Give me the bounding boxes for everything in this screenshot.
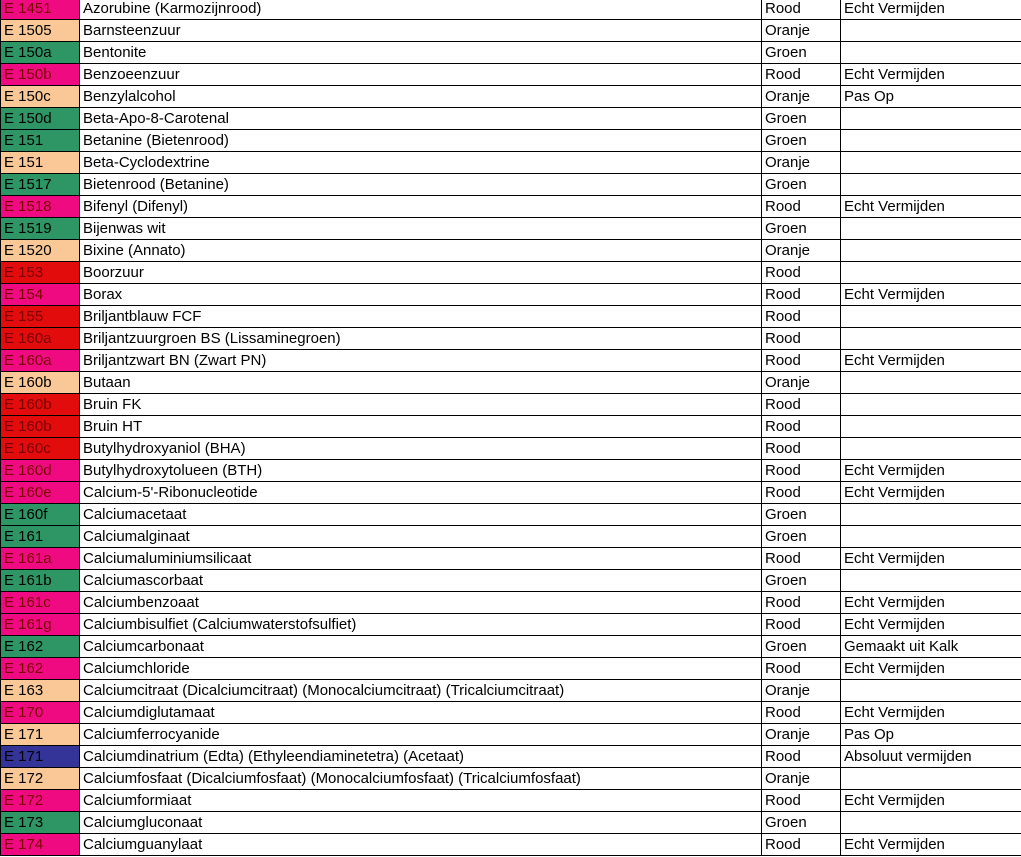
note-cell[interactable]: Echt Vermijden [841, 658, 1021, 680]
name-cell[interactable]: Calciumascorbaat [80, 570, 762, 592]
status-cell[interactable]: Groen [762, 42, 841, 64]
status-cell[interactable]: Rood [762, 262, 841, 284]
code-cell[interactable]: E 160b [1, 394, 80, 416]
status-cell[interactable]: Groen [762, 636, 841, 658]
name-cell[interactable]: Butylhydroxyaniol (BHA) [80, 438, 762, 460]
table-row [1, 438, 1021, 460]
status-cell[interactable]: Oranje [762, 680, 841, 702]
table-row [1, 20, 1021, 42]
status-cell[interactable]: Rood [762, 0, 841, 20]
table-row [1, 570, 1021, 592]
note-cell[interactable]: Echt Vermijden [841, 460, 1021, 482]
code-cell[interactable]: E 153 [1, 262, 80, 284]
table-row [1, 592, 1021, 614]
note-cell[interactable]: Echt Vermijden [841, 482, 1021, 504]
status-cell[interactable]: Rood [762, 834, 841, 856]
code-cell[interactable]: E 162 [1, 658, 80, 680]
table-row [1, 394, 1021, 416]
note-cell[interactable] [841, 812, 1021, 834]
code-cell[interactable]: E 1518 [1, 196, 80, 218]
table-row [1, 504, 1021, 526]
table-row [1, 482, 1021, 504]
name-cell[interactable]: Beta-Apo-8-Carotenal [80, 108, 762, 130]
name-cell[interactable]: Calciumaluminiumsilicaat [80, 548, 762, 570]
code-cell[interactable]: E 160a [1, 328, 80, 350]
status-cell[interactable]: Groen [762, 174, 841, 196]
table-body [1, 0, 1021, 856]
note-cell[interactable]: Echt Vermijden [841, 284, 1021, 306]
code-cell[interactable]: E 154 [1, 284, 80, 306]
note-cell[interactable]: Absoluut vermijden [841, 746, 1021, 768]
code-cell[interactable]: E 160a [1, 350, 80, 372]
note-cell[interactable] [841, 42, 1021, 64]
note-cell[interactable]: Pas Op [841, 724, 1021, 746]
status-cell[interactable]: Groen [762, 130, 841, 152]
code-cell[interactable]: E 171 [1, 724, 80, 746]
status-cell[interactable]: Oranje [762, 724, 841, 746]
name-cell[interactable]: Boorzuur [80, 262, 762, 284]
table-row [1, 746, 1021, 768]
note-cell[interactable]: Echt Vermijden [841, 702, 1021, 724]
status-cell[interactable]: Rood [762, 460, 841, 482]
name-cell[interactable]: Calciumformiaat [80, 790, 762, 812]
table-row [1, 284, 1021, 306]
note-cell[interactable]: Echt Vermijden [841, 196, 1021, 218]
name-cell[interactable]: Beta-Cyclodextrine [80, 152, 762, 174]
table-row [1, 130, 1021, 152]
code-cell[interactable]: E 161c [1, 592, 80, 614]
code-cell[interactable]: E 155 [1, 306, 80, 328]
status-cell[interactable]: Rood [762, 548, 841, 570]
code-cell[interactable]: E 150d [1, 108, 80, 130]
status-cell[interactable]: Groen [762, 504, 841, 526]
status-cell[interactable]: Oranje [762, 152, 841, 174]
table-row [1, 636, 1021, 658]
name-cell[interactable]: Briljantzuurgroen BS (Lissaminegroen) [80, 328, 762, 350]
code-cell[interactable]: E 162 [1, 636, 80, 658]
name-cell[interactable]: Calciumalginaat [80, 526, 762, 548]
table-row [1, 416, 1021, 438]
name-cell[interactable]: Azorubine (Karmozijnrood) [80, 0, 762, 20]
table-row [1, 526, 1021, 548]
table-row [1, 790, 1021, 812]
name-cell[interactable]: Barnsteenzuur [80, 20, 762, 42]
table-row [1, 328, 1021, 350]
note-cell[interactable] [841, 680, 1021, 702]
code-cell[interactable]: E 174 [1, 834, 80, 856]
name-cell[interactable]: Calciumacetaat [80, 504, 762, 526]
name-cell[interactable]: Bruin HT [80, 416, 762, 438]
status-cell[interactable]: Groen [762, 526, 841, 548]
table-row [1, 152, 1021, 174]
code-cell[interactable]: E 163 [1, 680, 80, 702]
table-row [1, 724, 1021, 746]
table-row [1, 0, 1021, 20]
note-cell[interactable] [841, 262, 1021, 284]
status-cell[interactable]: Groen [762, 570, 841, 592]
name-cell[interactable]: Calcium-5'-Ribonucleotide [80, 482, 762, 504]
name-cell[interactable]: Bijenwas wit [80, 218, 762, 240]
name-cell[interactable]: Calciumgluconaat [80, 812, 762, 834]
code-cell[interactable]: E 151 [1, 152, 80, 174]
table-row [1, 196, 1021, 218]
table-row [1, 240, 1021, 262]
status-cell[interactable]: Rood [762, 350, 841, 372]
code-cell[interactable]: E 1517 [1, 174, 80, 196]
code-cell[interactable]: E 150b [1, 64, 80, 86]
name-cell[interactable]: Bixine (Annato) [80, 240, 762, 262]
code-cell[interactable]: E 173 [1, 812, 80, 834]
status-cell[interactable]: Oranje [762, 20, 841, 42]
code-cell[interactable]: E 161g [1, 614, 80, 636]
status-cell[interactable]: Rood [762, 64, 841, 86]
table-row [1, 702, 1021, 724]
name-cell[interactable]: Calciumcitraat (Dicalciumcitraat) (Monocalciumcitraat) (Tricalciumcitraat) [80, 680, 762, 702]
status-cell[interactable]: Rood [762, 284, 841, 306]
name-cell[interactable]: Calciumbenzoaat [80, 592, 762, 614]
table-row [1, 768, 1021, 790]
name-cell[interactable]: Benzoeenzuur [80, 64, 762, 86]
note-cell[interactable]: Pas Op [841, 86, 1021, 108]
code-cell[interactable]: E 161a [1, 548, 80, 570]
name-cell[interactable]: Briljantblauw FCF [80, 306, 762, 328]
name-cell[interactable]: Calciumchloride [80, 658, 762, 680]
code-cell[interactable]: E 151 [1, 130, 80, 152]
code-cell[interactable]: E 1520 [1, 240, 80, 262]
code-cell[interactable]: E 171 [1, 746, 80, 768]
name-cell[interactable]: Calciumfosfaat (Dicalciumfosfaat) (Monocalciumfosfaat) (Tricalciumfosfaat) [80, 768, 762, 790]
name-cell[interactable]: Calciumdiglutamaat [80, 702, 762, 724]
code-cell[interactable]: E 170 [1, 702, 80, 724]
status-cell[interactable]: Groen [762, 108, 841, 130]
name-cell[interactable]: Calciumferrocyanide [80, 724, 762, 746]
note-cell[interactable]: Gemaakt uit Kalk [841, 636, 1021, 658]
note-cell[interactable] [841, 526, 1021, 548]
status-cell[interactable]: Groen [762, 812, 841, 834]
status-cell[interactable]: Rood [762, 702, 841, 724]
table-row [1, 658, 1021, 680]
note-cell[interactable] [841, 504, 1021, 526]
code-cell[interactable]: E 160b [1, 372, 80, 394]
table-row [1, 680, 1021, 702]
table-row [1, 460, 1021, 482]
name-cell[interactable]: Calciumguanylaat [80, 834, 762, 856]
code-cell[interactable]: E 160b [1, 416, 80, 438]
note-cell[interactable] [841, 152, 1021, 174]
table-row [1, 64, 1021, 86]
name-cell[interactable]: Betanine (Bietenrood) [80, 130, 762, 152]
table-row [1, 834, 1021, 856]
note-cell[interactable] [841, 174, 1021, 196]
status-cell[interactable]: Oranje [762, 86, 841, 108]
table-row [1, 174, 1021, 196]
name-cell[interactable]: Briljantzwart BN (Zwart PN) [80, 350, 762, 372]
table-row [1, 372, 1021, 394]
note-cell[interactable] [841, 130, 1021, 152]
table-row [1, 108, 1021, 130]
note-cell[interactable] [841, 108, 1021, 130]
status-cell[interactable]: Rood [762, 746, 841, 768]
status-cell[interactable]: Rood [762, 614, 841, 636]
note-cell[interactable] [841, 570, 1021, 592]
note-cell[interactable] [841, 768, 1021, 790]
note-cell[interactable]: Echt Vermijden [841, 834, 1021, 856]
name-cell[interactable]: Calciumdinatrium (Edta) (Ethyleendiaminetetra) (Acetaat) [80, 746, 762, 768]
name-cell[interactable]: Bietenrood (Betanine) [80, 174, 762, 196]
table-row [1, 350, 1021, 372]
note-cell[interactable]: Echt Vermijden [841, 790, 1021, 812]
code-cell[interactable]: E 161 [1, 526, 80, 548]
status-cell[interactable]: Rood [762, 394, 841, 416]
name-cell[interactable]: Calciumcarbonaat [80, 636, 762, 658]
table-row [1, 548, 1021, 570]
note-cell[interactable]: Echt Vermijden [841, 350, 1021, 372]
name-cell[interactable]: Butylhydroxytolueen (BTH) [80, 460, 762, 482]
status-cell[interactable]: Rood [762, 482, 841, 504]
status-cell[interactable]: Groen [762, 218, 841, 240]
status-cell[interactable]: Oranje [762, 768, 841, 790]
code-cell[interactable]: E 161b [1, 570, 80, 592]
code-cell[interactable]: E 1505 [1, 20, 80, 42]
note-cell[interactable] [841, 240, 1021, 262]
code-cell[interactable]: E 160f [1, 504, 80, 526]
note-cell[interactable] [841, 20, 1021, 42]
status-cell[interactable]: Rood [762, 306, 841, 328]
name-cell[interactable]: Bentonite [80, 42, 762, 64]
table-row [1, 614, 1021, 636]
code-cell[interactable]: E 1519 [1, 218, 80, 240]
note-cell[interactable]: Echt Vermijden [841, 592, 1021, 614]
note-cell[interactable]: Echt Vermijden [841, 614, 1021, 636]
name-cell[interactable]: Butaan [80, 372, 762, 394]
table-row [1, 812, 1021, 834]
name-cell[interactable]: Bifenyl (Difenyl) [80, 196, 762, 218]
note-cell[interactable] [841, 218, 1021, 240]
status-cell[interactable]: Rood [762, 416, 841, 438]
note-cell[interactable]: Echt Vermijden [841, 0, 1021, 20]
status-cell[interactable]: Rood [762, 196, 841, 218]
note-cell[interactable] [841, 372, 1021, 394]
code-cell[interactable]: E 1451 [1, 0, 80, 20]
note-cell[interactable] [841, 416, 1021, 438]
status-cell[interactable]: Oranje [762, 240, 841, 262]
table-row [1, 306, 1021, 328]
status-cell[interactable]: Rood [762, 438, 841, 460]
code-cell[interactable]: E 150c [1, 86, 80, 108]
name-cell[interactable]: Bruin FK [80, 394, 762, 416]
table-row [1, 262, 1021, 284]
status-cell[interactable]: Rood [762, 790, 841, 812]
note-cell[interactable] [841, 394, 1021, 416]
code-cell[interactable]: E 172 [1, 790, 80, 812]
code-cell[interactable]: E 150a [1, 42, 80, 64]
code-cell[interactable]: E 172 [1, 768, 80, 790]
note-cell[interactable] [841, 306, 1021, 328]
table-row [1, 218, 1021, 240]
code-cell[interactable]: E 160e [1, 482, 80, 504]
table-row [1, 86, 1021, 108]
status-cell[interactable]: Rood [762, 592, 841, 614]
name-cell[interactable]: Calciumbisulfiet (Calciumwaterstofsulfiet) [80, 614, 762, 636]
note-cell[interactable] [841, 438, 1021, 460]
code-cell[interactable]: E 160d [1, 460, 80, 482]
note-cell[interactable]: Echt Vermijden [841, 548, 1021, 570]
status-cell[interactable]: Rood [762, 328, 841, 350]
status-cell[interactable]: Oranje [762, 372, 841, 394]
name-cell[interactable]: Borax [80, 284, 762, 306]
note-cell[interactable] [841, 328, 1021, 350]
table-row [1, 42, 1021, 64]
code-cell[interactable]: E 160c [1, 438, 80, 460]
name-cell[interactable]: Benzylalcohol [80, 86, 762, 108]
status-cell[interactable]: Rood [762, 658, 841, 680]
note-cell[interactable]: Echt Vermijden [841, 64, 1021, 86]
